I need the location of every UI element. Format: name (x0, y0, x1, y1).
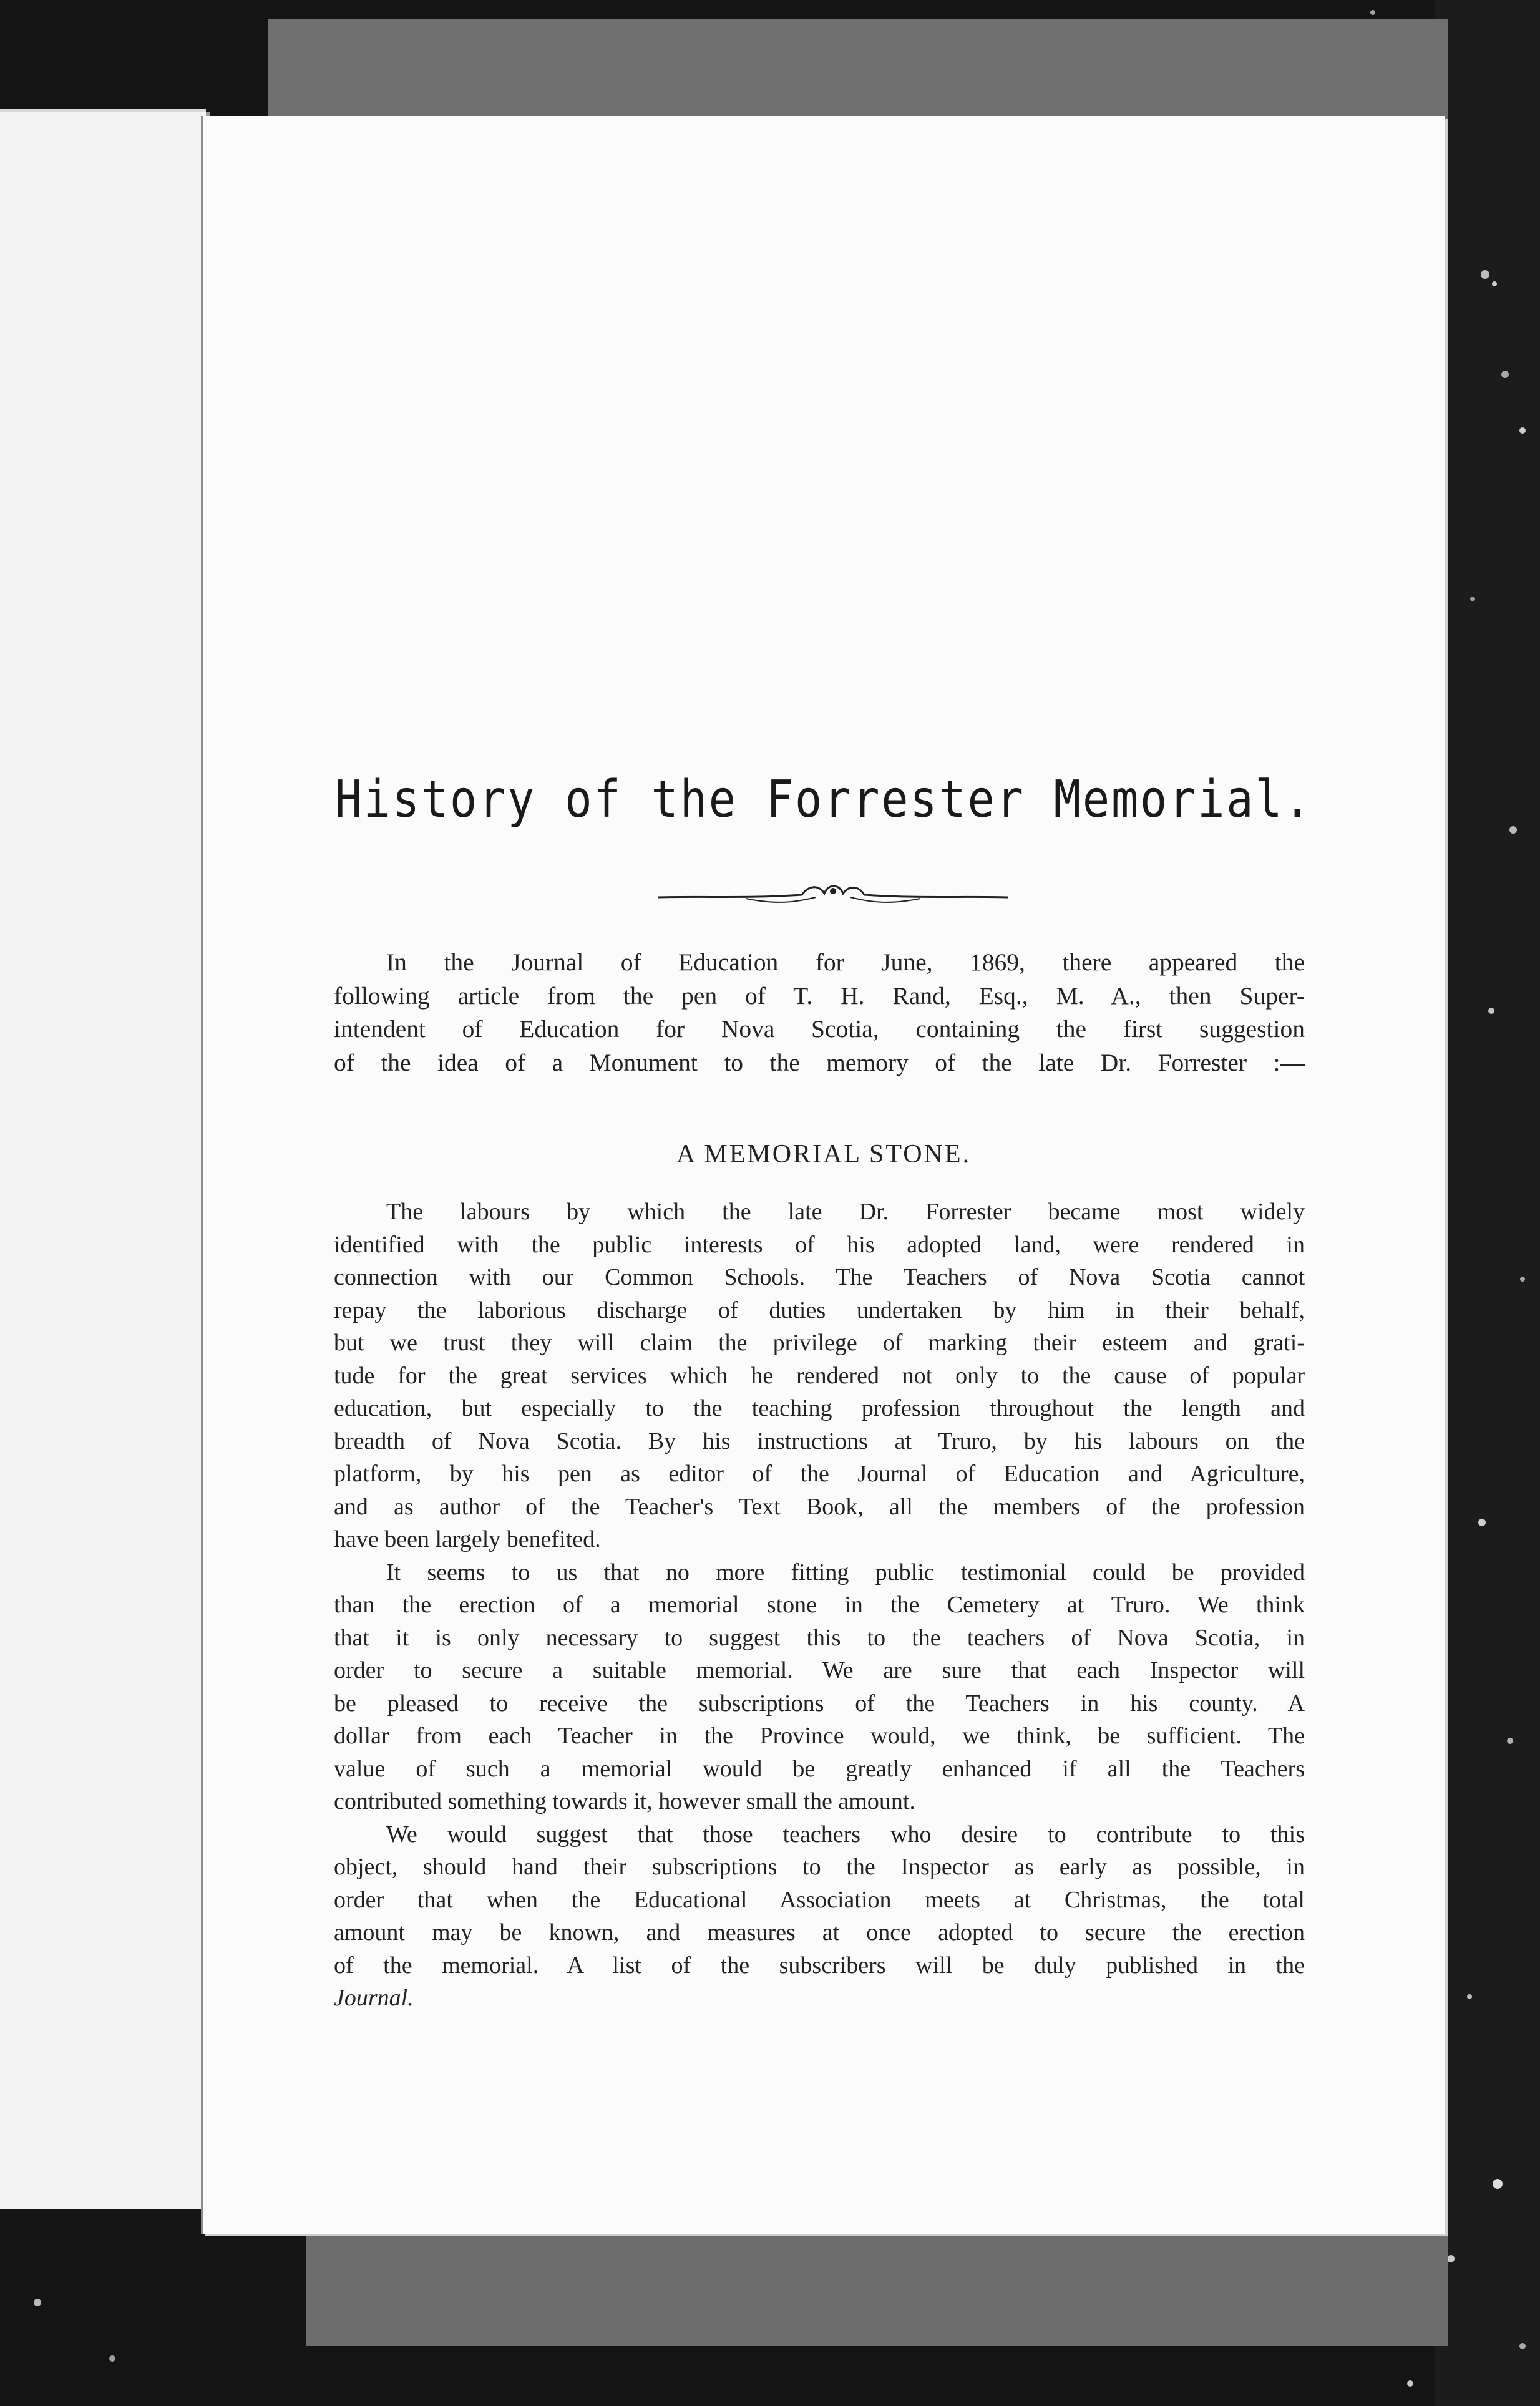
body-line: object, should hand their subscriptions to the Inspector as early as possible, in (334, 1854, 1305, 1880)
document-page (201, 116, 1445, 2234)
body-line: be pleased to receive the subscriptions of the Teachers in his county. A (334, 1690, 1305, 1717)
body-line: platform, by his pen as editor of the Journal of Education and Agriculture, (334, 1461, 1305, 1487)
film-strip-top (268, 19, 1448, 125)
intro-paragraph (334, 946, 1305, 1079)
body-line: identified with the public interests of his adopted land, were rendered in (334, 1231, 1305, 1258)
body-line: but we trust they will claim the privilege of marking their esteem and grati- (334, 1330, 1305, 1356)
body-line: order to secure a suitable memorial. We are sure that each Inspector will (334, 1657, 1305, 1683)
page-title: History of the Forrester Memorial. (334, 770, 1313, 829)
body-line: tude for the great services which he rendered not only to the cause of popular (334, 1362, 1305, 1389)
body-line: Journal. (334, 1985, 414, 2011)
body-line: dollar from each Teacher in the Province would, we think, be sufficient. The (334, 1723, 1305, 1749)
body-line: We would suggest that those teachers who desire to contribute to this (386, 1821, 1305, 1848)
body-line: connection with our Common Schools. The Teachers of Nova Scotia cannot (334, 1264, 1305, 1290)
intro-line: following article from the pen of T. H. Rand, Esq., M. A., then Super- (334, 981, 1305, 1010)
left-page (0, 112, 210, 2209)
body-line: have been largely benefited. (334, 1526, 601, 1552)
body-line: than the erection of a memorial stone in the Cemetery at Truro. We think (334, 1592, 1305, 1618)
section-heading: A MEMORIAL STONE. (676, 1140, 972, 1169)
article-body (334, 1196, 1305, 2015)
body-line: of the memorial. A list of the subscribers will be duly published in the (334, 1952, 1305, 1979)
body-line: that it is only necessary to suggest this to the teachers of Nova Scotia, in (334, 1624, 1305, 1651)
intro-line: In the Journal of Education for June, 1869, there appeared the (386, 948, 1305, 976)
body-line: repay the laborious discharge of duties undertaken by him in their behalf, (334, 1297, 1305, 1323)
body-line: order that when the Educational Association meets at Christmas, the total (334, 1886, 1305, 1913)
body-line: amount may be known, and measures at once adopted to secure the erection (334, 1919, 1305, 1946)
body-line: education, but especially to the teaching profession throughout the length and (334, 1395, 1305, 1421)
title-ornament (652, 877, 1014, 915)
body-line: value of such a memorial would be greatly enhanced if all the Teachers (334, 1755, 1305, 1782)
intro-line: of the idea of a Monument to the memory of the late Dr. Forrester :— (334, 1048, 1305, 1076)
body-line: breadth of Nova Scotia. By his instructions at Truro, by his labours on the (334, 1428, 1305, 1454)
film-strip-bottom (306, 2221, 1448, 2346)
body-line: and as author of the Teacher's Text Book, all the members of the profession (334, 1493, 1305, 1520)
intro-line: intendent of Education for Nova Scotia, containing the first suggestion (334, 1015, 1305, 1043)
body-line: The labours by which the late Dr. Forrester became most widely (386, 1199, 1305, 1225)
body-line: contributed something towards it, however small the amount. (334, 1788, 915, 1814)
body-line: It seems to us that no more fitting public testimonial could be provided (386, 1559, 1305, 1585)
